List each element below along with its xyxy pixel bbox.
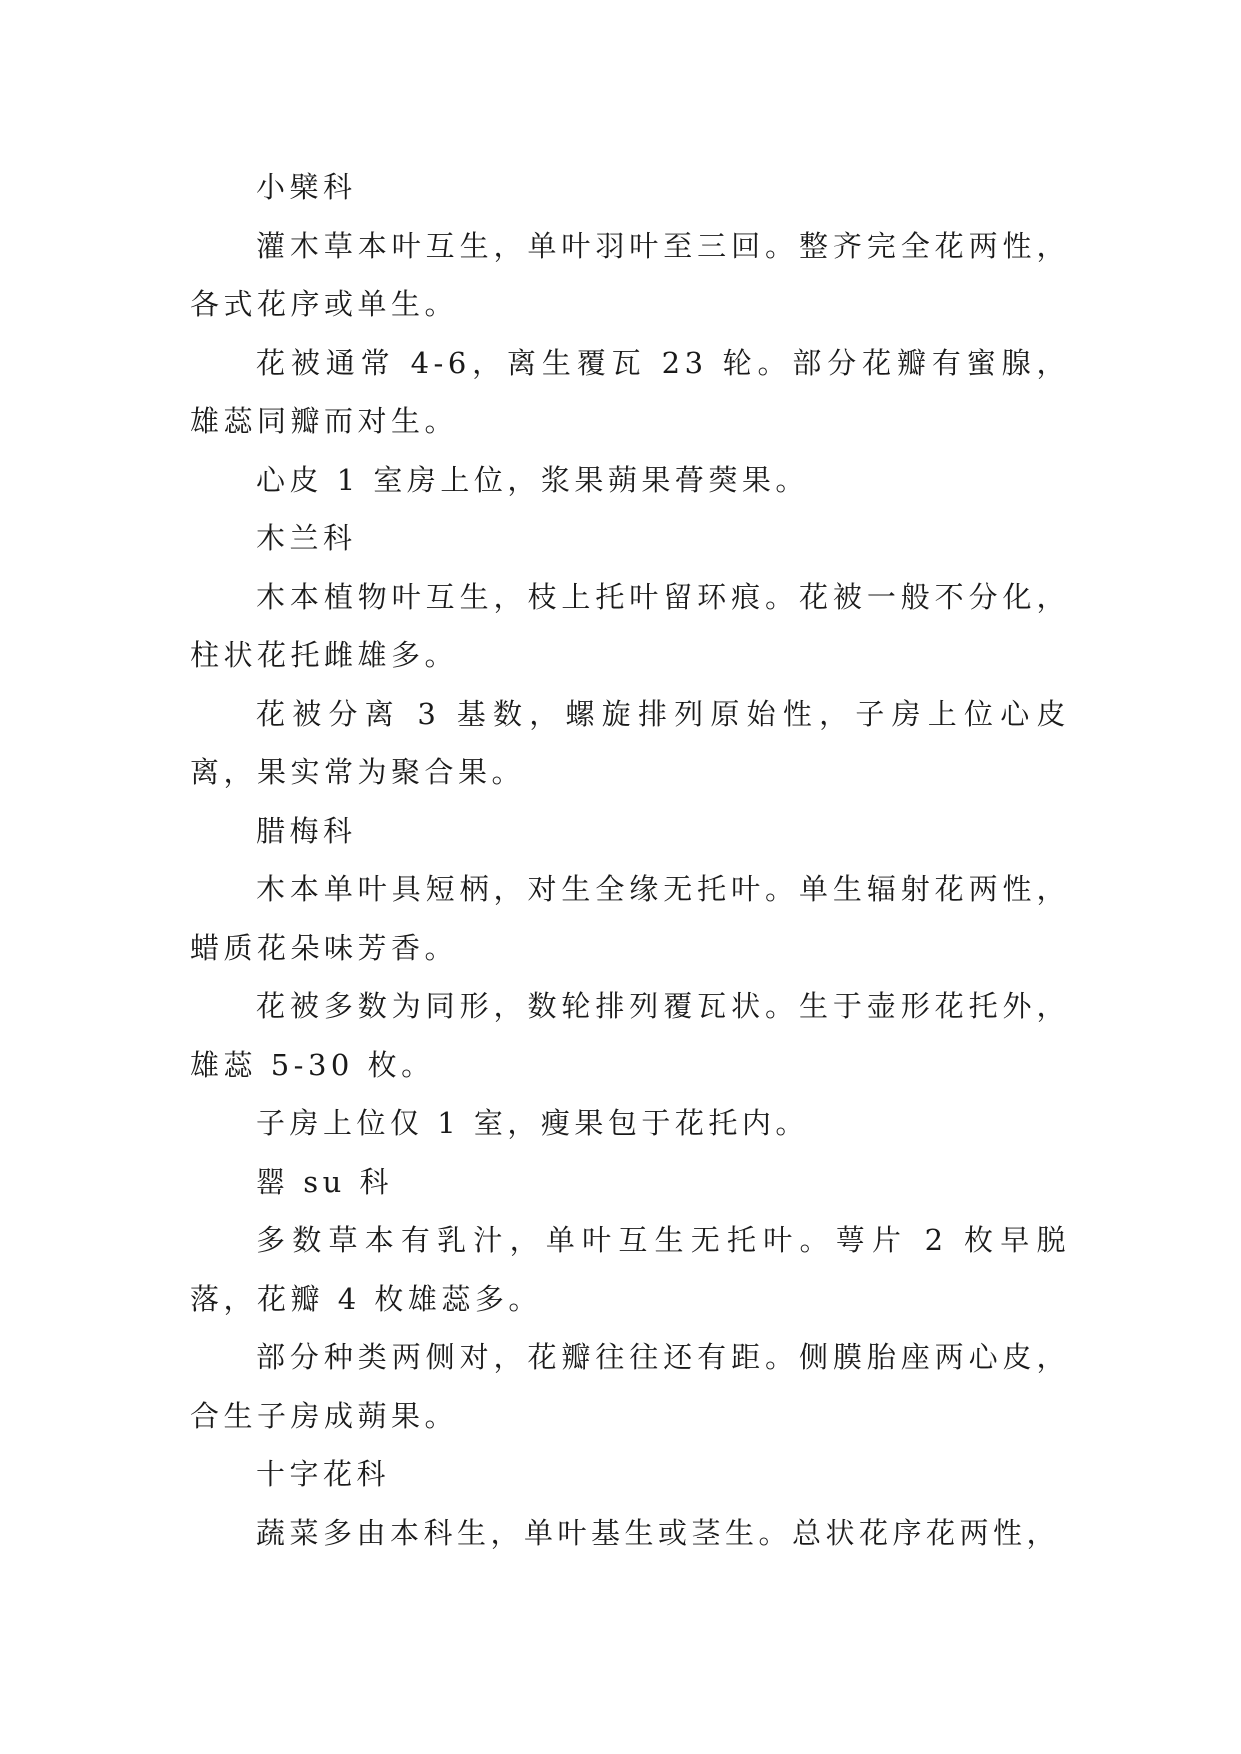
document-body — [190, 158, 1070, 1562]
paragraph: 花被分离 3 基数，螺旋排列原始性，子房上位心皮离，果实常为聚合果。 — [190, 696, 1070, 789]
paragraph: 灌木草本叶互生，单叶羽叶至三回。整齐完全花两性，各式花序或单生。 — [190, 228, 1070, 321]
section-heading-berberidaceae: 小檗科 — [256, 170, 357, 204]
section-heading-papaveraceae: 罂 su 科 — [256, 1164, 393, 1199]
paragraph: 心皮 1 室房上位，浆果蒴果蓇葖果。 — [256, 462, 809, 497]
paragraph: 多数草本有乳汁，单叶互生无托叶。萼片 2 枚早脱落，花瓣 4 枚雄蕊多。 — [190, 1223, 1070, 1316]
section-heading-magnoliaceae: 木兰科 — [256, 521, 357, 555]
section-heading-calycanthaceae: 腊梅科 — [256, 813, 357, 848]
paragraph: 木本植物叶互生，枝上托叶留环痕。花被一般不分化，柱状花托雌雄多。 — [190, 579, 1070, 672]
paragraph: 子房上位仅 1 室，瘦果包于花托内。 — [256, 1106, 809, 1140]
paragraph: 蔬菜多由本科生，单叶基生或茎生。总状花序花两性， — [256, 1515, 1061, 1550]
paragraph: 花被通常 4-6，离生覆瓦 23 轮。部分花瓣有蜜腺，雄蕊同瓣而对生。 — [190, 345, 1070, 438]
section-heading-brassicaceae: 十字花科 — [256, 1457, 391, 1491]
paragraph: 部分种类两侧对，花瓣往往还有距。侧膜胎座两心皮，合生子房成蒴果。 — [190, 1340, 1070, 1433]
paragraph: 花被多数为同形，数轮排列覆瓦状。生于壶形花托外，雄蕊 5-30 枚。 — [190, 989, 1070, 1082]
paragraph: 木本单叶具短柄，对生全缘无托叶。单生辐射花两性，蜡质花朵味芳香。 — [190, 872, 1070, 965]
